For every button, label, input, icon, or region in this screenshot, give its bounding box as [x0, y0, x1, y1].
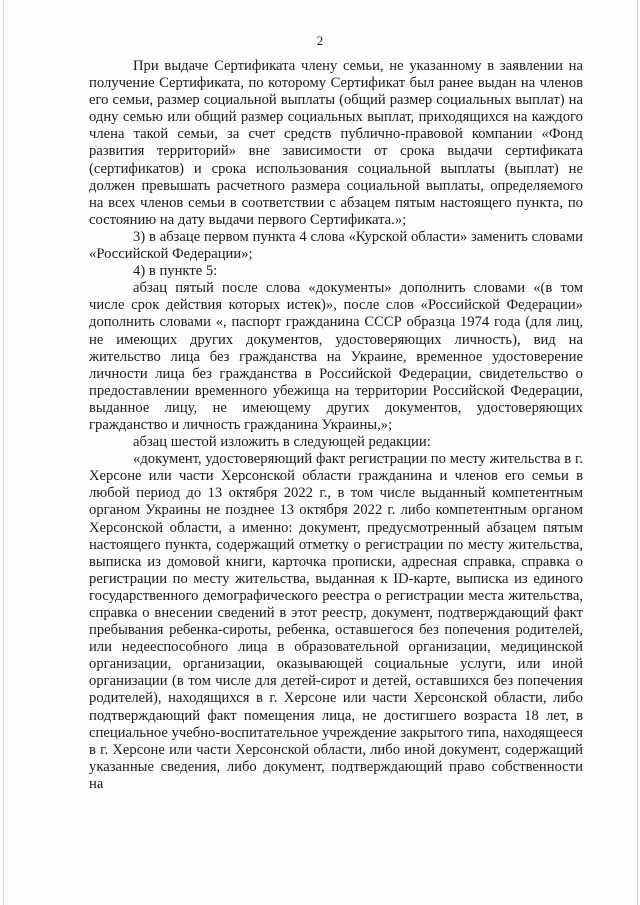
document-body — [89, 58, 583, 793]
paragraph-item-3: 3) в абзаце первом пункта 4 слова «Курской области» заменить словами «Российской Федерации»; — [89, 228, 583, 263]
scan-edge-left — [3, 0, 4, 905]
paragraph-certificate-family-member: При выдаче Сертификата члену семьи, не указанному в заявлении на получение Сертификата, по которому Сертификат был ранее выдан на членов его семьи, размер социальной выплаты (общий размер социальных выплат) на одну семью или общий размер социальных выплат, приходящихся на каждого члена такой семьи, за счет средств публично-правовой компании «Фонд развития территорий» вне зависимости от срока выдачи сертификата (сертификатов) и срока использования социальной выплаты (выплат) не должен превышать расчетного размера социальной выплаты, определяемого на всех членов семьи в соответствии с абзацем пятым настоящего пункта, по состоянию на дату выдачи первого Сертификата.»; — [89, 58, 583, 228]
paragraph-fifth-abzac-amendment: абзац пятый после слова «документы» дополнить словами «(в том числе срок действия которых истек)», после слов «Российской Федерации» дополнить словами «, паспорт гражданина СССР образца 1974 года (для лиц, не имеющих других документов, удостоверяющих личность), вид на жительство лица без гражданства на Украине, временное удостоверение личности лица без гражданства в Российской Федерации, свидетельство о предоставлении временного убежища на территории Российской Федерации, выданное лицу, не имеющему других документов, удостоверяющих гражданство и личность гражданина Украины,»; — [89, 280, 583, 433]
scan-edge-right — [637, 0, 638, 905]
paragraph-item-4: 4) в пункте 5: — [133, 263, 218, 280]
paragraph-registration-document: «документ, удостоверяющий факт регистрации по месту жительства в г. Херсоне или части Херсонской области гражданина и членов его семьи в любой период до 13 октября 2022 г., в том числе выданный компетентным органом Украины не позднее 13 октября 2022 г. либо компетентным органом Херсонской области, а именно: документ, предусмотренный абзацем пятым настоящего пункта, содержащий отметку о регистрации по месту жительства, выписка из домовой книги, карточка прописки, адресная справка, справка о регистрации по месту жительства, выданная к ID-карте, выписка из единого государственного демографического реестра о регистрации места жительства, справка о внесении сведений в этот реестр, документ, подтверждающий факт пребывания ребенка-сироты, ребенка, оставшегося без попечения родителей, или недееспособного лица в образовательной организации, медицинской организации, организации, оказывающей социальные услуги, или иной организации (в том числе для детей-сирот и детей, оставшихся без попечения родителей), находящихся в г. Херсоне или части Херсонской области, либо подтверждающий факт помещения лица, не достигшего возраста 18 лет, в специальное учебно-воспитательное учреждение закрытого типа, находящееся в г. Херсоне или части Херсонской области, либо иной документ, содержащий указанные сведения, либо документ, подтверждающий право собственности на — [89, 451, 583, 792]
paragraph-sixth-abzac-intro: абзац шестой изложить в следующей редакции: — [133, 434, 431, 451]
page-number: 2 — [316, 33, 324, 48]
